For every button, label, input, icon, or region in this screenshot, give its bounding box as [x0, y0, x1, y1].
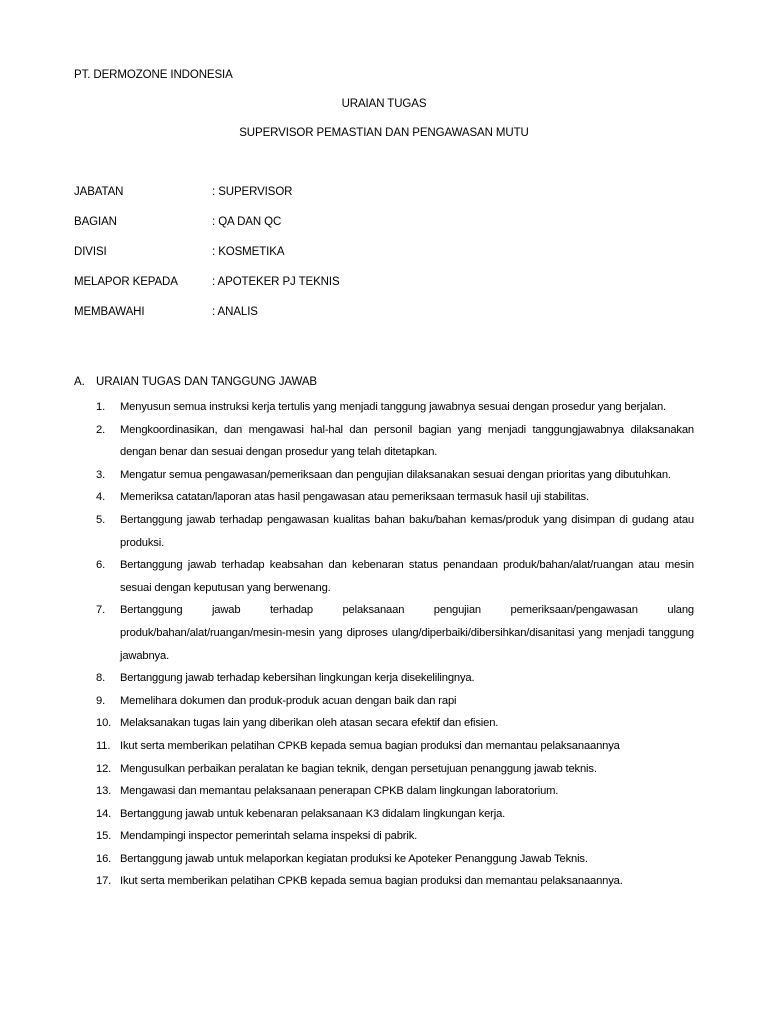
section-letter: A. — [74, 376, 85, 388]
item-number: 4. — [96, 491, 106, 504]
list-item — [96, 667, 694, 690]
list-item — [96, 509, 694, 554]
item-number: 8. — [96, 672, 106, 685]
info-value: : ANALIS — [212, 306, 258, 318]
list-item — [96, 690, 694, 713]
info-row-membawahi — [74, 306, 694, 336]
info-row-divisi — [74, 246, 694, 276]
item-number: 2. — [96, 423, 106, 436]
list-item — [96, 464, 694, 487]
item-text: Bertanggung jawab terhadap kebersihan lingkungan kerja disekelilingnya. — [120, 672, 475, 685]
info-row-melapor-kepada — [74, 276, 694, 306]
item-text: Bertanggung jawab terhadap pelaksanaan pengujian pemeriksaan/pengawasan ulang produk/bahan/alat/ruangan/mesin-mesin yang diproses ulang/diperbaiki/dibersihkan/disanitasi yang menjadi tanggung jawabnya. — [120, 604, 694, 662]
item-number: 3. — [96, 468, 106, 481]
item-number: 11. — [96, 739, 111, 752]
info-row-bagian — [74, 216, 694, 246]
item-text: Memeriksa catatan/laporan atas hasil pengawasan atau pemeriksaan termasuk hasil uji stabilitas. — [120, 491, 589, 504]
list-item — [96, 735, 694, 758]
item-number: 6. — [96, 559, 106, 572]
info-label: BAGIAN — [74, 216, 117, 228]
job-info-table — [74, 186, 694, 336]
item-text: Melaksanakan tugas lain yang diberikan oleh atasan secara efektif dan efisien. — [120, 717, 499, 730]
list-item — [96, 870, 694, 893]
item-text: Ikut serta memberikan pelatihan CPKB kepada semua bagian produksi dan memantau pelaksanaannya. — [120, 875, 623, 888]
item-text: Bertanggung jawab terhadap pengawasan kualitas bahan baku/bahan kemas/produk yang disimpan di gudang atau produksi. — [120, 513, 694, 549]
item-text: Mengusulkan perbaikan peralatan ke bagian teknik, dengan persetujuan penanggung jawab teknis. — [120, 762, 597, 775]
list-item — [96, 486, 694, 509]
item-text: Menyusun semua instruksi kerja tertulis yang menjadi tanggung jawabnya sesuai dengan prosedur yang berjalan. — [120, 401, 666, 413]
item-number: 5. — [96, 513, 106, 526]
item-text: Mengatur semua pengawasan/pemeriksaan dan pengujian dilaksanakan sesuai dengan prioritas yang dibutuhkan. — [120, 468, 671, 481]
list-item — [96, 825, 694, 848]
item-number: 13. — [96, 785, 112, 798]
item-number: 14. — [96, 807, 112, 820]
list-item — [96, 712, 694, 735]
item-number: 10. — [96, 717, 112, 730]
duty-list — [96, 396, 694, 893]
info-value: : KOSMETIKA — [212, 246, 285, 258]
list-item — [96, 554, 694, 599]
list-item — [96, 396, 694, 419]
item-number: 9. — [96, 694, 106, 707]
item-text: Ikut serta memberikan pelatihan CPKB kepada semua bagian produksi dan memantau pelaksanaannya — [120, 739, 620, 752]
company-name: PT. DERMOZONE INDONESIA — [74, 69, 233, 81]
list-item — [96, 599, 694, 667]
item-text: Mengawasi dan memantau pelaksanaan penerapan CPKB dalam lingkungan laboratorium. — [120, 785, 559, 798]
item-number: 7. — [96, 604, 106, 617]
info-value: : SUPERVISOR — [212, 186, 293, 198]
section-heading — [74, 376, 317, 388]
list-item — [96, 419, 694, 464]
section-title: URAIAN TUGAS DAN TANGGUNG JAWAB — [96, 376, 317, 388]
item-text: Mengkoordinasikan, dan mengawasi hal-hal dan personil bagian yang menjadi tanggungjawabnya dilaksanakan dengan benar dan sesuai dengan prosedur yang telah ditetapkan. — [120, 423, 694, 459]
info-value: : QA DAN QC — [212, 216, 282, 228]
item-number: 15. — [96, 830, 112, 843]
item-text: Bertanggung jawab untuk kebenaran pelaksanaan K3 didalam lingkungan kerja. — [120, 807, 506, 820]
info-row-jabatan — [74, 186, 694, 216]
info-label: MEMBAWAHI — [74, 306, 145, 318]
item-text: Memelihara dokumen dan produk-produk acuan dengan baik dan rapi — [120, 694, 457, 707]
list-item — [96, 780, 694, 803]
list-item — [96, 758, 694, 781]
item-text: Bertanggung jawab terhadap keabsahan dan kebenaran status penandaan produk/bahan/alat/ruangan atau mesin sesuai dengan keputusan yang berwenang. — [120, 559, 694, 594]
list-item — [96, 848, 694, 871]
document-title: URAIAN TUGAS — [341, 98, 427, 110]
item-number: 16. — [96, 852, 112, 865]
item-text: Bertanggung jawab untuk melaporkan kegiatan produksi ke Apoteker Penanggung Jawab Teknis. — [120, 852, 588, 865]
item-text: Mendampingi inspector pemerintah selama inspeksi di pabrik. — [120, 830, 418, 843]
info-value: : APOTEKER PJ TEKNIS — [212, 276, 340, 288]
info-label: JABATAN — [74, 186, 124, 198]
document-subtitle: SUPERVISOR PEMASTIAN DAN PENGAWASAN MUTU — [239, 127, 529, 139]
item-number: 12. — [96, 762, 112, 775]
info-label: DIVISI — [74, 246, 107, 258]
item-number: 1. — [96, 401, 106, 413]
info-label: MELAPOR KEPADA — [74, 276, 178, 288]
list-item — [96, 803, 694, 826]
item-number: 17. — [96, 875, 112, 888]
